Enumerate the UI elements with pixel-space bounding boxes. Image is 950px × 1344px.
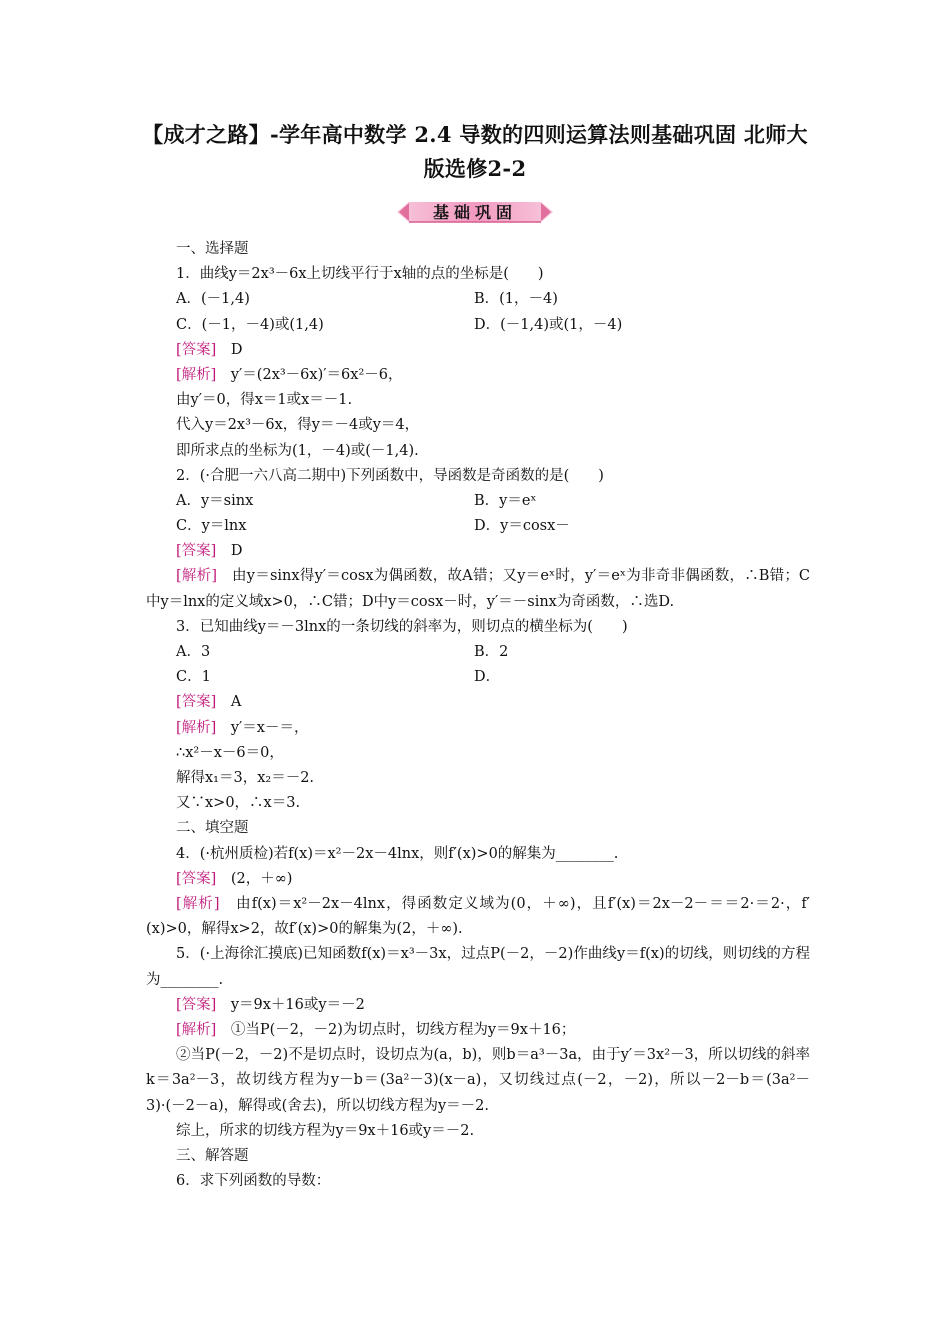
answer-text: ①当P(－2，－2)为切点时，切线方程为y＝9x＋16； bbox=[216, 1021, 576, 1038]
answer-line bbox=[146, 892, 810, 942]
option-right: D． bbox=[474, 669, 501, 686]
answer-text: 由y＝sinx得y′＝cosx为偶函数，故A错；又y＝eˣ时，y′＝eˣ为非奇非偶函数，∴B错；C中y＝lnx的定义域x>0，∴C错；D中y＝cosx－时，y′＝－sinx为奇函数，∴选D. bbox=[146, 568, 810, 610]
answer-tag: [解析] bbox=[176, 1021, 217, 1038]
option-right: B．2 bbox=[474, 644, 509, 661]
answer-line bbox=[146, 338, 810, 363]
text-line: 综上，所求的切线方程为y＝9x＋16或y＝－2. bbox=[176, 1122, 475, 1139]
text-line: 二、填空题 bbox=[176, 820, 249, 837]
option-left: A．3 bbox=[176, 644, 211, 661]
option-row bbox=[146, 287, 810, 312]
answer-line bbox=[146, 1018, 810, 1043]
option-right: B．y＝eˣ bbox=[474, 492, 537, 509]
answer-text: A bbox=[216, 694, 242, 711]
option-row bbox=[146, 640, 810, 665]
answer-line bbox=[146, 716, 810, 741]
answer-tag: [答案] bbox=[176, 694, 217, 711]
text-line: ②当P(－2，－2)不是切点时，设切点为(a，b)，则b＝a³－3a，由于y′＝3x²－3，所以切线的斜率k＝3a²－3，故切线方程为y－b＝(3a²－3)(x－a)，又切线过点(－2，－2)，所以－2－b＝(3a²－3)·(－2－a)，解得或(舍去)，所以切线方程为y＝－2. bbox=[146, 1047, 810, 1114]
text-line: 一、选择题 bbox=[176, 241, 249, 257]
answer-text: y′＝x－＝， bbox=[216, 719, 309, 736]
answer-text: D bbox=[216, 543, 243, 560]
option-left: C．1 bbox=[176, 669, 211, 686]
text-line: ∴x²－x－6＝0， bbox=[176, 744, 284, 761]
option-left: A．y＝sinx bbox=[176, 492, 254, 509]
text-line: 5．(·上海徐汇摸底)已知函数f(x)＝x³－3x，过点P(－2，－2)作曲线y＝f(x)的切线，则切线的方程为________. bbox=[146, 946, 810, 988]
option-row bbox=[146, 665, 810, 690]
answer-line bbox=[146, 539, 810, 564]
answer-text: D bbox=[216, 341, 243, 358]
answer-tag: [解析] bbox=[176, 568, 218, 585]
answer-text: y′＝(2x³－6x)′＝6x²－6， bbox=[216, 366, 403, 383]
answer-tag: [解析] bbox=[176, 719, 217, 736]
text-line: 解得x₁＝3，x₂＝－2. bbox=[176, 769, 315, 786]
option-right: B．(1，－4) bbox=[474, 291, 558, 308]
answer-tag: [答案] bbox=[176, 996, 217, 1013]
text-line: 三、解答题 bbox=[176, 1147, 249, 1164]
answer-tag: [答案] bbox=[176, 870, 217, 887]
text-line: 1．曲线y＝2x³－6x上切线平行于x轴的点的坐标是( ) bbox=[176, 266, 544, 283]
answer-line bbox=[146, 564, 810, 614]
text-line: 3．已知曲线y＝－3lnx的一条切线的斜率为，则切点的横坐标为( ) bbox=[176, 618, 628, 635]
option-row bbox=[146, 489, 810, 514]
answer-text: y＝9x＋16或y＝－2 bbox=[216, 996, 365, 1013]
answer-text: (2，＋∞) bbox=[216, 870, 293, 887]
option-right: D．y＝cosx－ bbox=[474, 518, 570, 535]
answer-line bbox=[146, 867, 810, 892]
option-row bbox=[146, 514, 810, 539]
answer-line bbox=[146, 690, 810, 715]
option-left: A．(－1,4) bbox=[176, 291, 250, 308]
banner-label: 基础巩固 bbox=[432, 203, 517, 222]
option-left: C．(－1，－4)或(1,4) bbox=[176, 316, 324, 333]
answer-text: 由f(x)＝x²－2x－4lnx，得函数定义域为(0，＋∞)，且f′(x)＝2x－2－＝＝2·＝2·，f′(x)>0，解得x>2，故f′(x)>0的解集为(2，＋∞). bbox=[146, 895, 810, 938]
option-row bbox=[146, 313, 810, 338]
answer-tag: [答案] bbox=[176, 543, 217, 560]
section-banner bbox=[395, 199, 555, 225]
answer-line bbox=[146, 363, 810, 388]
question-list bbox=[146, 237, 810, 1194]
text-line: 6．求下列函数的导数： bbox=[176, 1173, 331, 1190]
text-line: 4．(·杭州质检)若f(x)＝x²－2x－4lnx，则f′(x)>0的解集为________. bbox=[176, 845, 619, 862]
text-line: 即所求点的坐标为(1，－4)或(－1,4). bbox=[176, 442, 419, 459]
text-line: 代入y＝2x³－6x，得y＝－4或y＝4， bbox=[176, 417, 420, 434]
answer-tag: [解析] bbox=[176, 366, 217, 383]
option-left: C．y＝lnx bbox=[176, 518, 247, 535]
option-right: D．(－1,4)或(1，－4) bbox=[474, 316, 623, 333]
document-title: 【成才之路】-学年高中数学 2.4 导数的四则运算法则基础巩固 北师大版选修2-2 bbox=[142, 122, 808, 181]
answer-tag: [答案] bbox=[176, 341, 217, 358]
text-line: 2．(·合肥一六八高二期中)下列函数中，导函数是奇函数的是( ) bbox=[176, 467, 604, 484]
text-line: 又∵x>0，∴x＝3. bbox=[176, 795, 301, 812]
answer-tag: [解析] bbox=[176, 895, 220, 912]
text-line: 由y′＝0，得x＝1或x＝－1. bbox=[176, 392, 353, 409]
answer-line bbox=[146, 993, 810, 1018]
